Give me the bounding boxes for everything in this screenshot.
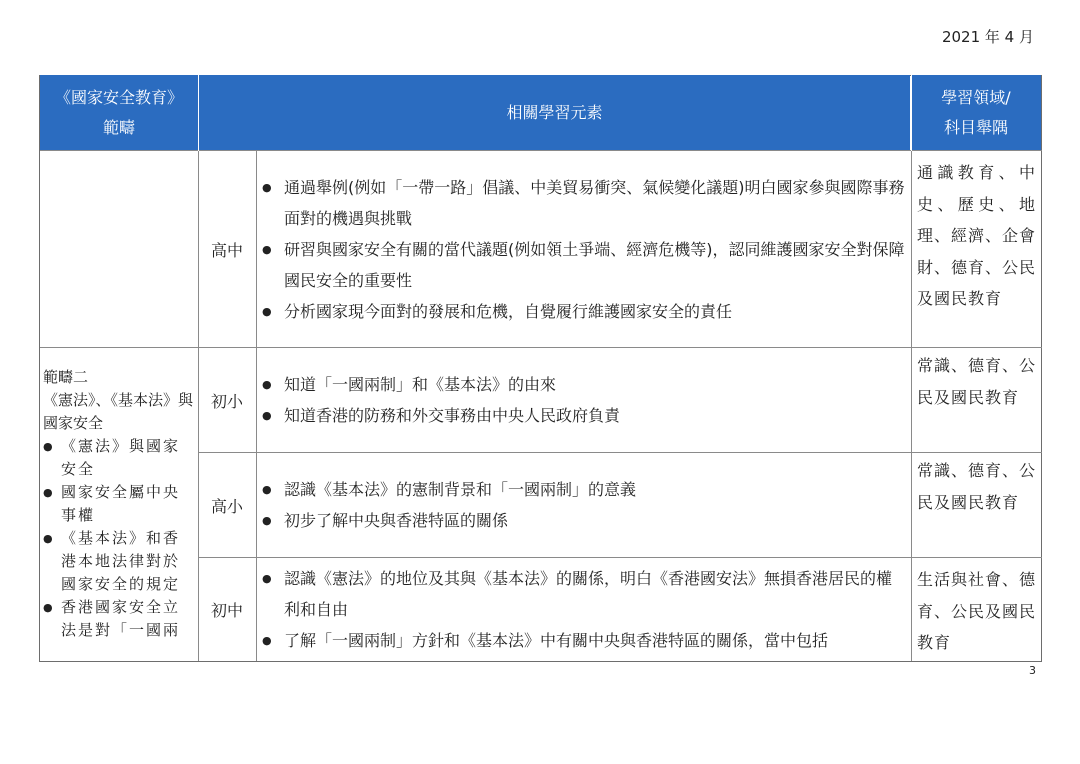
elements-cell: [256, 348, 911, 452]
header-scope-title: 《國家安全教育》: [54, 88, 183, 107]
page-number: 3: [1029, 664, 1036, 677]
list-item: ● 《基本法》和香港本地法律對於國家安全的規定: [43, 529, 181, 593]
subjects-cell: 常識、德育、公民及國民教育: [917, 461, 1037, 512]
header-scope-subtitle: 範疇: [102, 118, 135, 137]
header-subjects: [911, 75, 1041, 151]
header-divider: [911, 75, 912, 151]
scope-title: 範疇二: [43, 368, 89, 386]
elements-cell: [256, 453, 911, 557]
scope-subtitle: 《憲法》、《基本法》與國家安全: [43, 391, 194, 432]
list-item: ● 香港國家安全立法是對「一國兩: [43, 598, 181, 639]
list-item: ● 通過舉例(例如「一帶一路」倡議、中美貿易衝突、氣候變化議題)明白國家參與國際事務面對的機遇與挑戰: [262, 177, 905, 228]
elements-cell: [256, 151, 911, 347]
elements-cell: [256, 558, 911, 661]
header-subjects-subtitle: 科目舉隅: [943, 118, 1008, 137]
header-subjects-title: 學習領域/: [941, 88, 1011, 107]
header-scope: [40, 75, 198, 151]
subjects-cell: 常識、德育、公民及國民教育: [917, 356, 1037, 407]
list-item: ● 知道「一國兩制」和《基本法》的由來: [262, 375, 557, 394]
level-cell: 初小: [210, 391, 243, 411]
list-item: ● 國家安全屬中央事權: [43, 483, 181, 524]
scope-cell: [40, 366, 198, 642]
header-divider: [198, 75, 199, 151]
list-item: ● 認識《基本法》的憲制背景和「一國兩制」的意義: [262, 480, 637, 499]
subjects-cell: 生活與社會、德育、公民及國民教育: [917, 570, 1037, 652]
list-item: ● 研習與國家安全有關的當代議題(例如領土爭端、經濟危機等)，認同維護國家安全對保障國民安全的重要性: [262, 239, 905, 290]
header-elements-title: 相關學習元素: [506, 103, 603, 122]
header-date: 2021 年 4 月: [941, 28, 1034, 46]
list-item: ● 《憲法》與國家安全: [43, 437, 181, 478]
list-item: ● 分析國家現今面對的發展和危機，自覺履行維護國家安全的責任: [262, 301, 733, 321]
level-cell: 初中: [210, 601, 243, 620]
subjects-cell: 通識教育、中史、歷史、地理、經濟、企會財、德育、公民及國民教育: [917, 163, 1037, 308]
list-item: ● 初步了解中央與香港特區的關係: [262, 511, 509, 530]
header-elements: [199, 75, 910, 151]
level-cell: 高小: [210, 496, 243, 516]
list-item: ● 了解「一國兩制」方針和《基本法》中有關中央與香港特區的關係，當中包括: [262, 631, 829, 650]
level-cell: 高中: [210, 240, 243, 260]
list-item: ● 認識《憲法》的地位及其與《基本法》的關係，明白《香港國安法》無損香港居民的權利和自由: [262, 569, 893, 619]
list-item: ● 知道香港的防務和外交事務由中央人民政府負責: [262, 406, 621, 425]
